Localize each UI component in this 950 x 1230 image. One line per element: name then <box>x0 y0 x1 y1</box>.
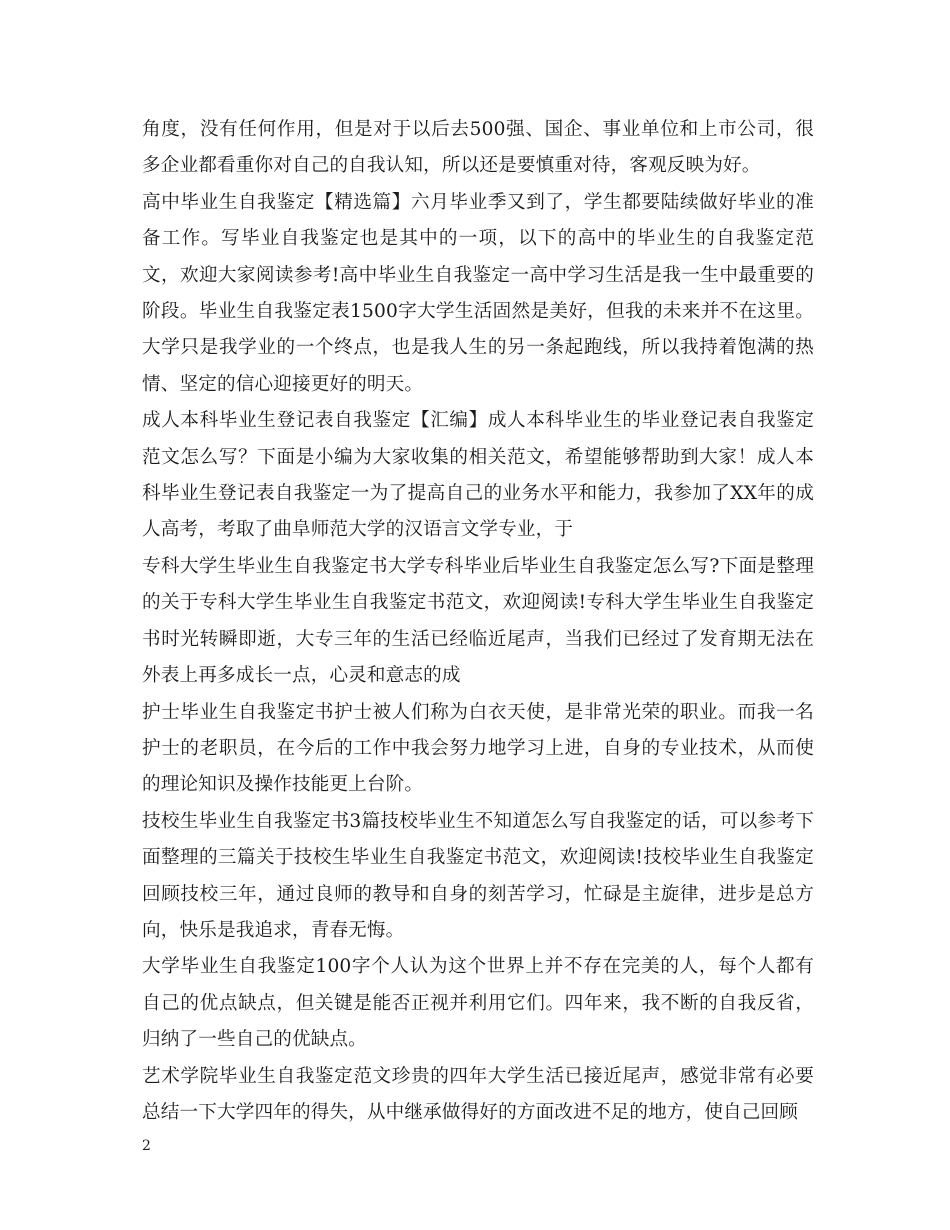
page-number: 2 <box>142 1138 151 1154</box>
paragraph: 技校生毕业生自我鉴定书3篇技校毕业生不知道怎么写自我鉴定的话，可以参考下面整理的三篇关于技校生毕业生自我鉴定书范文，欢迎阅读!技校毕业生自我鉴定回顾技校三年，通过良师的教导和自身的刻苦学习，忙碌是主旋律，进步是总方向，快乐是我追求，青春无悔。 <box>142 810 814 941</box>
paragraph: 护士毕业生自我鉴定书护士被人们称为白衣天使，是非常光荣的职业。而我一名护士的老职员，在今后的工作中我会努力地学习上进，自身的专业技术，从而使的理论知识及操作技能更上台阶。 <box>142 701 814 796</box>
paragraph: 角度，没有任何作用，但是对于以后去500强、国企、事业单位和上市公司，很多企业都看重你对自己的自我认知，所以还是要慎重对待，客观反映为好。 <box>142 119 814 177</box>
paragraph: 艺术学院毕业生自我鉴定范文珍贵的四年大学生活已接近尾声，感觉非常有必要总结一下大学四年的得失，从中继承做得好的方面改进不足的地方，使自己回顾 <box>142 1065 814 1123</box>
paragraph: 专科大学生毕业生自我鉴定书大学专科毕业后毕业生自我鉴定怎么写?下面是整理的关于专科大学生毕业生自我鉴定书范文，欢迎阅读!专科大学生毕业生自我鉴定书时光转瞬即逝，大专三年的生活已经临近尾声，当我们已经过了发育期无法在外表上再多成长一点，心灵和意志的成 <box>142 555 814 687</box>
document-body <box>142 112 814 1131</box>
paragraph: 成人本科毕业生登记表自我鉴定【汇编】成人本科毕业生的毕业登记表自我鉴定范文怎么写？下面是小编为大家收集的相关范文，希望能够帮助到大家！成人本科毕业生登记表自我鉴定一为了提高自己的业务水平和能力，我参加了XX年的成人高考，考取了曲阜师范大学的汉语言文学专业，于 <box>142 410 814 541</box>
paragraph: 高中毕业生自我鉴定【精选篇】六月毕业季又到了，学生都要陆续做好毕业的准备工作。写毕业自我鉴定也是其中的一项，以下的高中的毕业生的自我鉴定范文，欢迎大家阅读参考!高中毕业生自我鉴定一高中学习生活是我一生中最重要的阶段。毕业生自我鉴定表1500字大学生活固然是美好，但我的未来并不在这里。大学只是我学业的一个终点，也是我人生的另一条起跑线，所以我持着饱满的热情、坚定的信心迎接更好的明天。 <box>142 191 814 395</box>
paragraph: 大学毕业生自我鉴定100字个人认为这个世界上并不存在完美的人，每个人都有自己的优点缺点，但关键是能否正视并利用它们。四年来，我不断的自我反省，归纳了一些自己的优缺点。 <box>142 956 814 1051</box>
